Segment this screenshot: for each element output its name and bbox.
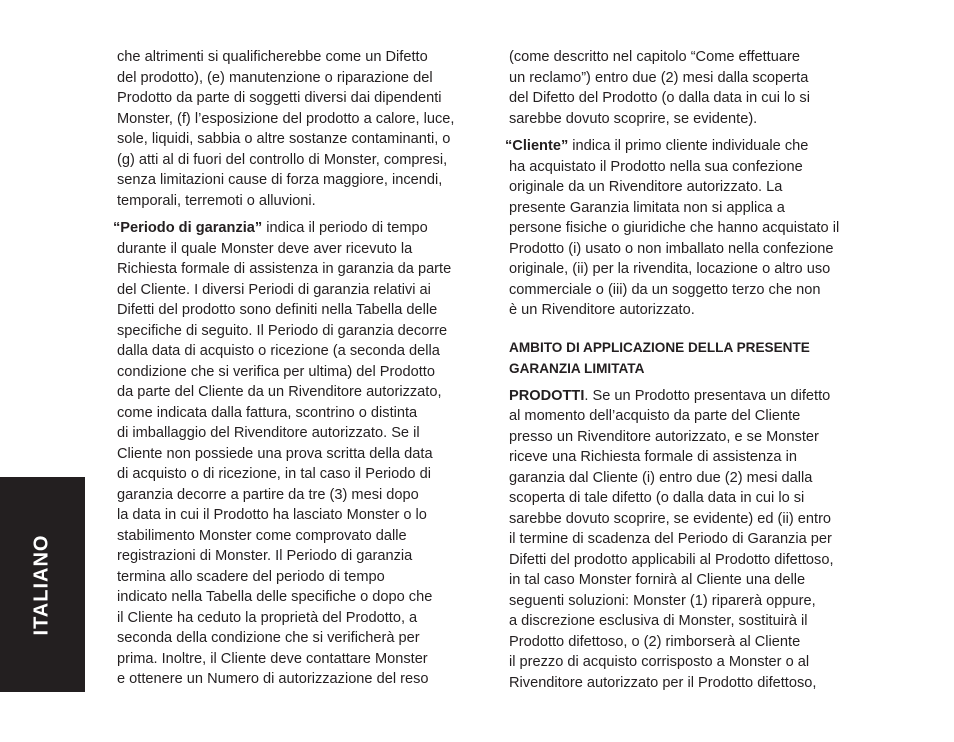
text-line: commerciale o (iii) da un soggetto terzo che non (509, 281, 821, 298)
text-line: del prodotto), (e) manutenzione o riparazione del (117, 69, 433, 86)
text-line: ha acquistato il Prodotto nella sua confezione (509, 158, 803, 175)
text-line: garanzia decorre a partire da tre (3) mesi dopo (117, 486, 419, 503)
text-line: originale da un Rivenditore autorizzato. La (509, 179, 783, 195)
text-line: Richiesta formale di assistenza in garanzia da parte (117, 261, 452, 277)
text-line: di imballaggio del Rivenditore autorizzato. Se il (117, 425, 420, 441)
text-line: sarebbe dovuto scoprire, se evidente) ed (ii) entro (509, 510, 832, 527)
definition-first-line (505, 136, 879, 157)
right-column (505, 47, 879, 693)
heading-line: AMBITO DI APPLICAZIONE DELLA PRESENTE (509, 339, 810, 355)
defined-term-cliente: “Cliente” (505, 138, 569, 154)
right-paragraph-2 (505, 136, 879, 321)
text-line: sole, liquidi, sabbia o altre sostanze contaminanti, o (117, 131, 451, 147)
paragraph-gap (509, 379, 879, 386)
text-line: registrazioni di Monster. Il Periodo di garanzia (117, 548, 413, 564)
section-gap (509, 321, 879, 337)
text-span: indica il primo cliente individuale che (568, 138, 809, 154)
text-line: come indicata dalla fattura, scontrino o distinta (117, 404, 418, 421)
text-line: del Difetto del Prodotto (o dalla data in cui lo si (509, 90, 810, 106)
text-line: prima. Inoltre, il Cliente deve contattare Monster (117, 650, 428, 667)
text-line: (g) atti al di fuori del controllo di Monster, compresi, (117, 151, 448, 168)
text-line: il Cliente ha ceduto la proprietà del Prodotto, a (117, 609, 418, 626)
left-column (113, 47, 487, 690)
text-line: di acquisto o di ricezione, in tal caso il Periodo di (117, 466, 431, 482)
text-line: presente Garanzia limitata non si applica a (509, 199, 785, 216)
text-line: condizione che si verifica per ultima) del Prodotto (117, 363, 435, 380)
text-line: temporali, terremoti o alluvioni. (117, 192, 316, 209)
text-line: seconda della condizione che si verificherà per (117, 630, 420, 646)
text-line: durante il quale Monster deve aver ricevuto la (117, 240, 413, 257)
text-line: Prodotto da parte di soggetti diversi dai dipendenti (117, 90, 442, 106)
text-line: che altrimenti si qualificherebbe come un Difetto (117, 49, 428, 65)
text-line: Difetti del prodotto sono definiti nella Tabella delle (117, 302, 438, 318)
products-first-line (509, 386, 879, 407)
left-paragraph-2 (113, 218, 487, 690)
text-line: Monster, (f) l’esposizione del prodotto a calore, luce, (117, 110, 455, 127)
text-line: Rivenditore autorizzato per il Prodotto difettoso, (509, 674, 817, 691)
text-line: dalla data di acquisto o ricezione (a seconda della (117, 343, 440, 359)
text-line: la data in cui il Prodotto ha lasciato Monster o lo (117, 507, 427, 523)
text-line: Prodotto difettoso, o (2) rimborserà al Cliente (509, 633, 801, 650)
text-line: da parte del Cliente da un Rivenditore autorizzato, (117, 384, 442, 400)
paragraph-gap (509, 129, 879, 136)
text-line: al momento dell’acquisto da parte del Cliente (509, 408, 801, 424)
text-line: è un Rivenditore autorizzato. (509, 302, 695, 318)
text-line: garanzia dal Cliente (i) entro due (2) mesi dalla (509, 469, 813, 486)
text-line: il termine di scadenza del Periodo di Garanzia per (509, 531, 832, 547)
text-line: scoperta di tale difetto (o dalla data in cui lo si (509, 490, 805, 506)
text-line: originale, (ii) per la rivendita, locazione o altro uso (509, 261, 831, 277)
text-line: un reclamo”) entro due (2) mesi dalla scoperta (509, 69, 809, 86)
paragraph-gap (117, 211, 487, 218)
text-line: e ottenere un Numero di autorizzazione del reso (117, 671, 429, 687)
text-line: del Cliente. I diversi Periodi di garanzia relativi ai (117, 281, 431, 298)
text-line: senza limitazioni cause di forza maggiore, incendi, (117, 172, 443, 188)
text-line: sarebbe dovuto scoprire, se evidente). (509, 110, 758, 127)
text-line: stabilimento Monster come comprovato dalle (117, 527, 407, 544)
text-span: indica il periodo di tempo (262, 220, 428, 236)
text-line: il prezzo di acquisto corrisposto a Monster o al (509, 654, 810, 670)
defined-term-periodo-di-garanzia: “Periodo di garanzia” (113, 220, 263, 236)
text-line: (come descritto nel capitolo “Come effettuare (509, 49, 800, 65)
right-paragraph-3 (509, 386, 879, 694)
text-span: . Se un Prodotto presentava un difetto (584, 387, 831, 404)
text-line: presso un Rivenditore autorizzato, e se Monster (509, 428, 819, 445)
text-line: indicato nella Tabella delle specifiche o dopo che (117, 589, 433, 605)
right-paragraph-1 (509, 47, 879, 129)
defined-term-prodotti: PRODOTTI (509, 387, 585, 404)
left-paragraph-1 (117, 47, 487, 211)
text-line: specifiche di seguito. Il Periodo di garanzia decorre (117, 322, 448, 339)
heading-line: GARANZIA LIMITATA (509, 360, 645, 376)
definition-first-line (113, 218, 487, 239)
text-line: Cliente non possiede una prova scritta della data (117, 445, 433, 462)
text-line: seguenti soluzioni: Monster (1) riparerà oppure, (509, 592, 816, 609)
text-line: persone fisiche o giuridiche che hanno acquistato il (509, 220, 840, 236)
section-heading (509, 337, 879, 379)
text-line: Prodotto (i) usato o non imballato nella confezione (509, 240, 834, 257)
text-line: Difetti del prodotto applicabili al Prodotto difettoso, (509, 551, 834, 568)
text-line: a discrezione esclusiva di Monster, sostituirà il (509, 613, 808, 629)
text-line: riceve una Richiesta formale di assistenza in (509, 449, 797, 465)
language-side-tab-label: ITALIANO (30, 534, 53, 636)
text-line: in tal caso Monster fornirà al Cliente una delle (509, 572, 806, 588)
text-line: termina allo scadere del periodo di tempo (117, 568, 385, 585)
